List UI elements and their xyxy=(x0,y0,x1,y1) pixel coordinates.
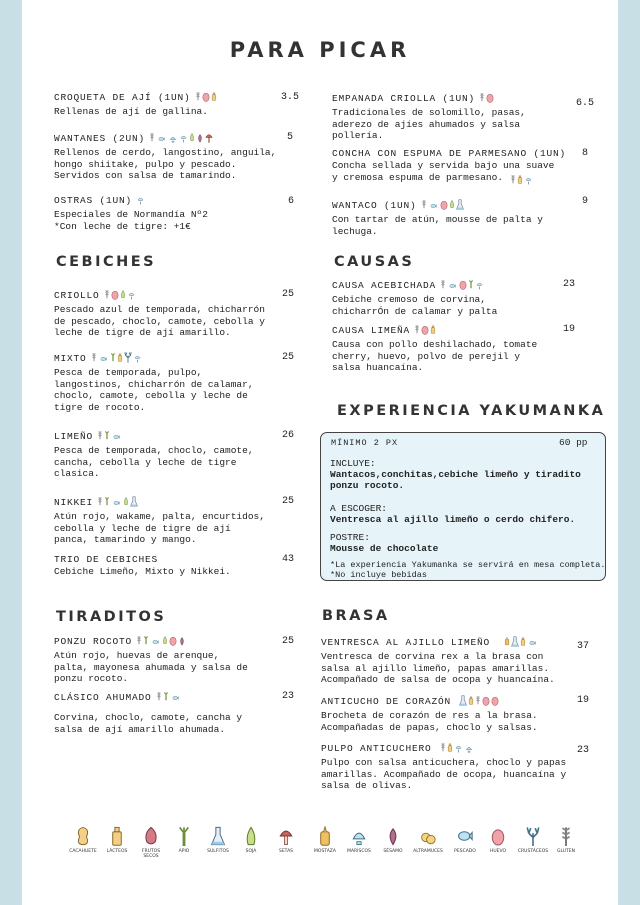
item-name: WANTANES (2UN) xyxy=(54,133,146,144)
sesamo-icon xyxy=(196,133,204,147)
legend-label: SOJA xyxy=(245,849,257,854)
mostaza-icon xyxy=(504,635,510,651)
item-name: CAUSA LIMEÑA xyxy=(332,325,411,336)
item-name: OSTRAS (1UN) xyxy=(54,195,133,206)
item-description: Corvina, choclo, camote, cancha y salsa de ají amarillo ahumada. xyxy=(54,712,243,735)
experiencia-note-2: *No incluye bebidas xyxy=(330,570,427,580)
menu-item xyxy=(54,634,294,685)
item-price: 9 xyxy=(582,196,589,207)
experiencia-box xyxy=(320,432,606,581)
experiencia-price: 60 pp xyxy=(559,437,588,448)
legend-label: FRUTOS SECOS xyxy=(141,849,161,859)
allergen-icons xyxy=(156,690,181,706)
gluten-icon xyxy=(104,288,110,304)
item-description: Rellenos de cerdo, langostino, anguila, hongo shiitake, pulpo y pescado. Servidos con salsa de tamarindo. xyxy=(54,147,277,181)
apio-icon xyxy=(104,429,110,445)
legend-label: LÁCTEOS xyxy=(106,849,128,854)
item-name: TRIO DE CEBICHES xyxy=(54,554,159,565)
soja-icon xyxy=(449,198,455,214)
item-price: 19 xyxy=(577,695,590,706)
page-title: PARA PICAR xyxy=(229,38,411,62)
gluten-icon xyxy=(195,90,201,106)
item-price: 23 xyxy=(577,745,590,756)
gluten-icon xyxy=(149,131,155,147)
huevo-icon xyxy=(478,824,518,846)
item-price: 25 xyxy=(282,289,295,300)
item-description: Brocheta de corazón de res a la brasa. Acompañadas de papas, choclo y salsas. xyxy=(321,710,538,733)
pescado-icon xyxy=(527,639,538,651)
legend-item xyxy=(408,824,448,854)
allergen-icons xyxy=(504,635,538,651)
item-name: PONZU ROCOTO xyxy=(54,636,133,647)
item-name: NIKKEI xyxy=(54,497,94,508)
legend-label: CACAHUETE xyxy=(69,849,97,854)
gluten-icon xyxy=(136,634,142,650)
item-description: Tradicionales de solomillo, pasas, aderezo de ajíes ahumados y salsa pollería. xyxy=(332,107,526,141)
huevo-icon xyxy=(169,635,177,650)
apio-icon xyxy=(468,278,474,294)
gluten-icon xyxy=(510,172,516,190)
lacteos-icon xyxy=(430,324,436,339)
pescado-icon xyxy=(428,202,439,214)
legend-label: GLUTEN xyxy=(556,849,576,854)
mariscos-icon xyxy=(168,134,178,147)
item-name: CROQUETA DE AJÍ (1UN) xyxy=(54,92,191,103)
item-description: Pesca de temporada, pulpo, langostinos, chicharrón de calamar, choclo, camote, cebolla y leche de tigre de rocoto. xyxy=(54,367,254,413)
item-name: WANTACO (1UN) xyxy=(332,200,417,211)
legend-item xyxy=(373,824,413,854)
lacteos-icon xyxy=(517,172,523,190)
experiencia-note-1: *La experiencia Yakumanka se servirá en mesa completa. xyxy=(330,560,606,570)
lacteos-icon xyxy=(211,91,217,106)
huevo-icon xyxy=(440,199,448,214)
section-title-cebiches: CEBICHES xyxy=(56,254,157,270)
section-title-causas: CAUSAS xyxy=(334,254,415,270)
sulfitos-icon xyxy=(130,496,138,511)
legend-label: APIO xyxy=(178,849,190,854)
item-description: Pesca de temporada, choclo, camote, cancha, cebolla y leche de tigre clasica. xyxy=(54,445,254,479)
allergen-icons xyxy=(510,172,533,190)
pescado-icon xyxy=(447,282,458,294)
item-price: 8 xyxy=(582,148,589,159)
pescado-icon xyxy=(150,638,161,650)
crustaceos-icon xyxy=(124,351,132,367)
item-price: 3.5 xyxy=(281,92,300,103)
moluscos-icon xyxy=(136,196,145,209)
gluten-icon xyxy=(475,694,481,710)
allergen-icons xyxy=(91,351,142,367)
item-name: ANTICUCHO DE CORAZÓN xyxy=(321,696,452,707)
menu-item xyxy=(54,131,299,182)
gluten-icon xyxy=(97,429,103,445)
allergen-icons xyxy=(459,694,499,710)
moluscos-icon xyxy=(179,134,188,147)
escoger-text: Ventresca al ajillo limeño o cerdo chifero. xyxy=(330,514,576,525)
pescado-icon xyxy=(111,499,122,511)
item-price: 37 xyxy=(577,641,590,652)
gluten-icon xyxy=(546,824,586,846)
item-price: 23 xyxy=(563,279,576,290)
huevo-icon xyxy=(459,279,467,294)
menu-item xyxy=(54,288,294,339)
gluten-icon xyxy=(440,278,446,294)
allergen-icons xyxy=(479,91,494,107)
allergen-icons xyxy=(104,288,136,304)
gluten-icon xyxy=(91,351,97,367)
item-description: Con tartar de atún, mousse de palta y lechuga. xyxy=(332,214,543,237)
menu-item xyxy=(321,741,591,792)
pescado-icon xyxy=(111,433,122,445)
gluten-icon xyxy=(479,91,485,107)
huevo-icon xyxy=(482,695,490,710)
item-price: 43 xyxy=(282,554,295,565)
item-description: Pulpo con salsa anticuchera, choclo y papas amarillas. Acompañado de ocopa, huancaína y salsa de olivas. xyxy=(321,757,567,791)
item-price: 25 xyxy=(282,636,295,647)
incluye-line-2: ponzu rocoto. xyxy=(330,480,405,491)
item-name: CRIOLLO xyxy=(54,290,100,301)
legend-label: SÉSAMO xyxy=(383,849,403,854)
item-name: VENTRESCA AL AJILLO LIMEÑO xyxy=(321,637,491,648)
allergen-legend xyxy=(0,824,640,864)
allergen-icons xyxy=(195,90,217,106)
section-title-tiraditos: TIRADITOS xyxy=(56,609,167,625)
sesamo-icon xyxy=(373,824,413,846)
menu-item xyxy=(321,694,581,733)
huevo-icon xyxy=(421,324,429,339)
moluscos-icon xyxy=(475,281,484,294)
menu-item xyxy=(54,495,294,546)
legend-label: MARISCOS xyxy=(347,849,371,854)
menu-item xyxy=(54,690,294,735)
item-price: 6.5 xyxy=(576,98,595,109)
legend-label: SETAS xyxy=(278,849,294,854)
lacteos-icon xyxy=(468,695,474,710)
apio-icon xyxy=(110,351,116,367)
gluten-icon xyxy=(97,495,103,511)
huevo-icon xyxy=(202,91,210,106)
menu-item xyxy=(54,351,294,413)
item-description: Atún rojo, huevas de arenque, palta, mayonesa ahumada y salsa de ponzu rocoto. xyxy=(54,650,248,684)
moluscos-icon xyxy=(133,354,142,367)
gluten-icon xyxy=(421,198,427,214)
item-description: Pescado azul de temporada, chicharrón de pescado, choclo, camote, cebolla y leche de tigre de ají amarillo. xyxy=(54,304,265,338)
item-name: EMPANADA CRIOLLA (1UN) xyxy=(332,93,476,104)
gluten-icon xyxy=(414,323,420,339)
menu-item xyxy=(332,278,572,317)
soja-icon xyxy=(123,495,129,511)
menu-item xyxy=(54,195,299,232)
allergen-icons xyxy=(440,278,484,294)
allergen-icons xyxy=(149,131,213,147)
item-description: Rellenas de ají de gallina. xyxy=(54,106,208,117)
item-price: 5 xyxy=(287,132,294,143)
menu-item xyxy=(54,429,294,480)
postre-label: POSTRE: xyxy=(330,532,370,543)
legend-label: HUEVO xyxy=(489,849,507,854)
lacteos-icon xyxy=(117,352,123,367)
item-price: 25 xyxy=(282,496,295,507)
incluye-line-1: Wantacos,conchitas,cebiche limeño y tiradito xyxy=(330,469,581,480)
item-name: CONCHA CON ESPUMA DE PARMESANO (1UN) xyxy=(332,148,567,159)
item-price: 6 xyxy=(288,196,295,207)
legend-label: ALTRAMUCES xyxy=(413,849,443,854)
item-price: 19 xyxy=(563,324,576,335)
incluye-label: INCLUYE: xyxy=(330,458,376,469)
legend-item xyxy=(266,824,306,854)
moluscos-icon xyxy=(127,291,136,304)
item-name: CLÁSICO AHUMADO xyxy=(54,692,152,703)
sulfitos-icon xyxy=(511,636,519,651)
menu-item xyxy=(54,554,294,578)
item-description: Atún rojo, wakame, palta, encurtidos, cebolla y leche de tigre de ají panca, tamarindo y mango. xyxy=(54,511,265,545)
legend-label: SULFITOS xyxy=(207,849,229,854)
apio-icon xyxy=(143,634,149,650)
item-description: Cebiche cremoso de corvina, chicharrÓn de calamar y palta xyxy=(332,294,498,317)
huevo-icon xyxy=(486,92,494,107)
legend-item xyxy=(478,824,518,854)
soja-icon xyxy=(120,288,126,304)
item-description: Concha sellada y servida bajo una suave y cremosa espuma de parmesano. xyxy=(332,160,555,183)
soja-icon xyxy=(231,824,271,846)
item-description: Ventresca de corvina rex a la brasa con salsa al ajillo limeño, papas amarillas. Acompañado de salsa de ocopa y huancaína. xyxy=(321,651,555,685)
escoger-label: A ESCOGER: xyxy=(330,503,388,514)
item-name: PULPO ANTICUCHERO xyxy=(321,743,432,754)
item-description: Cebiche Limeño, Mixto y Nikkei. xyxy=(54,566,231,577)
menu-item xyxy=(332,323,572,374)
sesamo-icon xyxy=(178,636,186,650)
sulfitos-icon xyxy=(459,695,467,710)
apio-icon xyxy=(104,495,110,511)
allergen-icons xyxy=(97,429,122,445)
minimo-label: MÍNIMO 2 PX xyxy=(331,438,399,448)
menu-item xyxy=(332,91,572,142)
item-name: MIXTO xyxy=(54,353,87,364)
lacteos-icon xyxy=(520,636,526,651)
menu-item xyxy=(54,90,299,118)
gluten-icon xyxy=(440,741,446,757)
allergen-icons xyxy=(136,634,186,650)
allergen-icons xyxy=(97,495,138,511)
menu-item xyxy=(332,148,582,183)
legend-label: MOSTAZA xyxy=(314,849,336,854)
huevo-icon xyxy=(491,695,499,710)
allergen-icons xyxy=(421,198,464,214)
pescado-icon xyxy=(170,694,181,706)
legend-label: PESCADO xyxy=(454,849,476,854)
allergen-icons xyxy=(414,323,436,339)
pescado-icon xyxy=(156,135,167,147)
altramuces-icon xyxy=(408,824,448,846)
section-title-brasa: BRASA xyxy=(322,608,390,624)
item-description: Especiales de Normandía Nº2 *Con leche de tigre: +1€ xyxy=(54,209,208,232)
gluten-icon xyxy=(156,690,162,706)
item-description: Causa con pollo deshilachado, tomate cherry, huevo, polvo de perejil y salsa huancaína. xyxy=(332,339,538,373)
allergen-icons xyxy=(440,741,474,757)
legend-item xyxy=(546,824,586,854)
menu-item xyxy=(321,635,581,686)
section-title-experiencia: EXPERIENCIA YAKUMANKA xyxy=(337,403,606,419)
item-price: 25 xyxy=(282,352,295,363)
sulfitos-icon xyxy=(456,199,464,214)
item-price: 26 xyxy=(282,430,295,441)
postre-text: Mousse de chocolate xyxy=(330,543,439,554)
legend-label: CRUSTÁCEOS xyxy=(517,849,549,854)
pescado-icon xyxy=(98,355,109,367)
allergen-icons xyxy=(136,196,145,209)
legend-item xyxy=(231,824,271,854)
item-price: 23 xyxy=(282,691,295,702)
moluscos-icon xyxy=(524,172,533,190)
soja-icon xyxy=(189,131,195,147)
setas-icon xyxy=(205,132,213,147)
setas-icon xyxy=(266,824,306,846)
lacteos-icon xyxy=(447,742,453,757)
apio-icon xyxy=(163,690,169,706)
item-name: LIMEÑO xyxy=(54,431,94,442)
mariscos-icon xyxy=(464,744,474,757)
menu-item xyxy=(332,198,577,237)
item-name: CAUSA ACEBICHADA xyxy=(332,280,437,291)
moluscos-icon xyxy=(454,744,463,757)
soja-icon xyxy=(162,634,168,650)
huevo-icon xyxy=(111,289,119,304)
